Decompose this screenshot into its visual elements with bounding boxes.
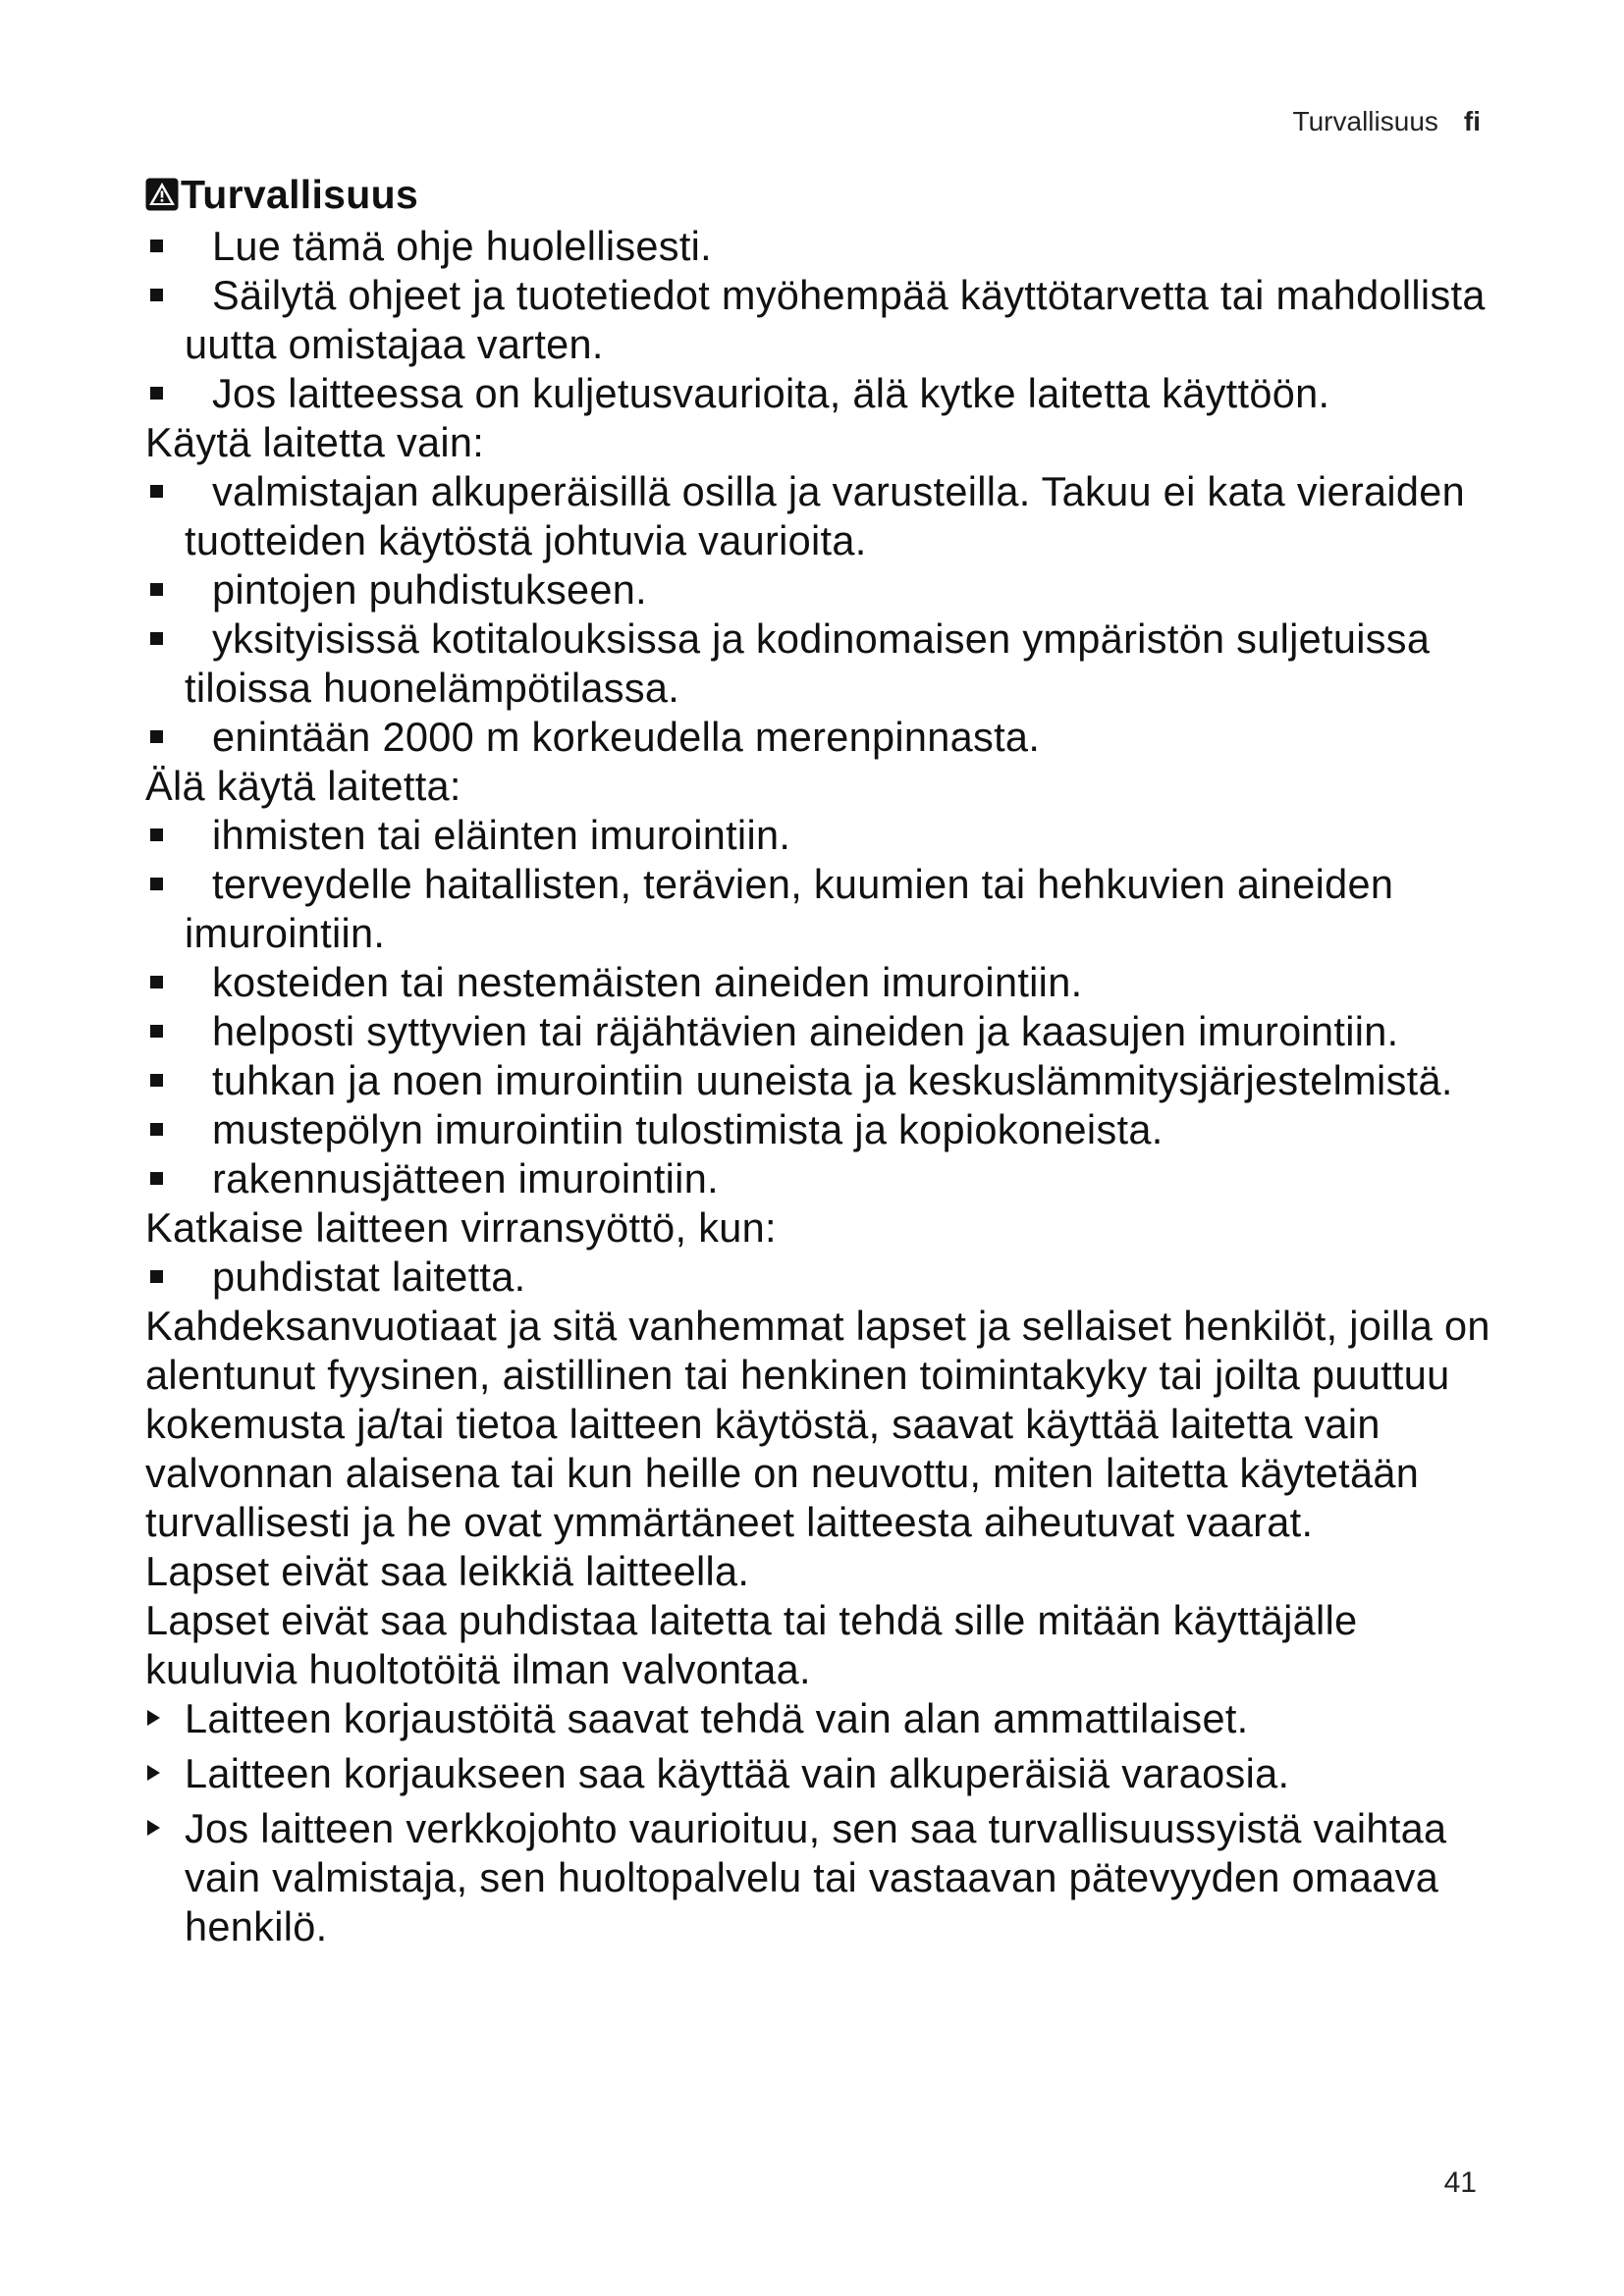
list-item: Jos laitteessa on kuljetusvaurioita, älä kytke laitetta käyttöön. [145, 369, 1510, 418]
disconnect-list [145, 1253, 1510, 1302]
square-bullet-icon [150, 976, 163, 988]
list-item: rakennusjätteen imurointiin. [145, 1154, 1510, 1203]
square-bullet-icon [150, 1172, 163, 1185]
square-bullet-icon [150, 878, 163, 890]
list-item: terveydelle haitallisten, terävien, kuumien tai hehkuvien aineiden imurointiin. [145, 860, 1510, 958]
disconnect-intro: Katkaise laitteen virransyöttö, kun: [145, 1204, 777, 1251]
children-paragraph-3: Lapset eivät saa puhdistaa laitetta tai tehdä sille mitään käyttäjälle kuuluvia huoltotöitä ilman valvontaa. [145, 1597, 1358, 1692]
children-paragraph-2: Lapset eivät saa leikkiä laitteella. [145, 1548, 750, 1594]
list-item: Laitteen korjaustöitä saavat tehdä vain alan ammattilaiset. [145, 1694, 1510, 1743]
list-item: tuhkan ja noen imurointiin uuneista ja keskuslämmitysjärjestelmistä. [145, 1056, 1510, 1105]
square-bullet-icon [150, 387, 163, 400]
list-item: kosteiden tai nestemäisten aineiden imurointiin. [145, 958, 1510, 1007]
list-item: helposti syttyvien tai räjähtävien aineiden ja kaasujen imurointiin. [145, 1007, 1510, 1056]
repair-instructions-list [145, 1694, 1510, 1951]
running-header [1293, 106, 1481, 137]
square-bullet-icon [150, 289, 163, 301]
list-item: enintään 2000 m korkeudella merenpinnasta. [145, 713, 1510, 762]
square-bullet-icon [150, 583, 163, 596]
square-bullet-icon [150, 1074, 163, 1087]
section-heading [145, 169, 1510, 220]
list-item: Jos laitteen verkkojohto vaurioituu, sen saa turvallisuussyistä vaihtaa vain valmistaja, sen huoltopalvelu tai vastaavan pätevyyden omaava henkilö. [145, 1804, 1510, 1951]
list-item: Säilytä ohjeet ja tuotetiedot myöhempää käyttötarvetta tai mahdollista uutta omistajaa varten. [145, 271, 1510, 369]
list-item: mustepölyn imurointiin tulostimista ja kopiokoneista. [145, 1105, 1510, 1154]
list-item: ihmisten tai eläinten imurointiin. [145, 811, 1510, 860]
section-title: Turvallisuus [181, 172, 419, 217]
header-section-title: Turvallisuus [1292, 106, 1438, 136]
square-bullet-icon [150, 1025, 163, 1038]
general-instructions-list [145, 222, 1510, 418]
square-bullet-icon [150, 632, 163, 645]
list-item: Lue tämä ohje huolellisesti. [145, 222, 1510, 271]
arrow-bullet-icon [147, 1765, 160, 1781]
use-only-list [145, 467, 1510, 762]
list-item: valmistajan alkuperäisillä osilla ja varusteilla. Takuu ei kata vieraiden tuotteiden käytöstä johtuvia vaurioita. [145, 467, 1510, 565]
list-item: puhdistat laitetta. [145, 1253, 1510, 1302]
square-bullet-icon [150, 730, 163, 743]
header-language-code: fi [1463, 106, 1481, 136]
square-bullet-icon [150, 240, 163, 252]
arrow-bullet-icon [147, 1710, 160, 1726]
list-item: pintojen puhdistukseen. [145, 565, 1510, 614]
list-item: Laitteen korjaukseen saa käyttää vain alkuperäisiä varaosia. [145, 1749, 1510, 1798]
square-bullet-icon [150, 828, 163, 841]
square-bullet-icon [150, 1270, 163, 1283]
list-item: yksityisissä kotitalouksissa ja kodinomaisen ympäristön suljetuissa tiloissa huonelämpötilassa. [145, 614, 1510, 713]
do-not-use-intro: Älä käytä laitetta: [145, 763, 461, 809]
page-number: 41 [1443, 2166, 1477, 2199]
square-bullet-icon [150, 1123, 163, 1136]
warning-triangle-icon [145, 178, 179, 211]
do-not-use-list [145, 811, 1510, 1203]
arrow-bullet-icon [147, 1820, 160, 1836]
square-bullet-icon [150, 485, 163, 498]
use-only-intro: Käytä laitetta vain: [145, 419, 485, 465]
document-content [145, 169, 1510, 1957]
children-paragraph-1: Kahdeksanvuotiaat ja sitä vanhemmat lapset ja sellaiset henkilöt, joilla on alentunut fyysinen, aistillinen tai henkinen toimintakyky tai joilta puuttuu kokemusta ja/tai tietoa laitteen käytöstä, saavat käyttää laitetta vain valvonnan alaisena tai kun heille on neuvottu, miten laitetta käytetään turvallisesti ja he ovat ymmärtäneet laitteesta aiheutuvat vaarat. [145, 1303, 1490, 1545]
